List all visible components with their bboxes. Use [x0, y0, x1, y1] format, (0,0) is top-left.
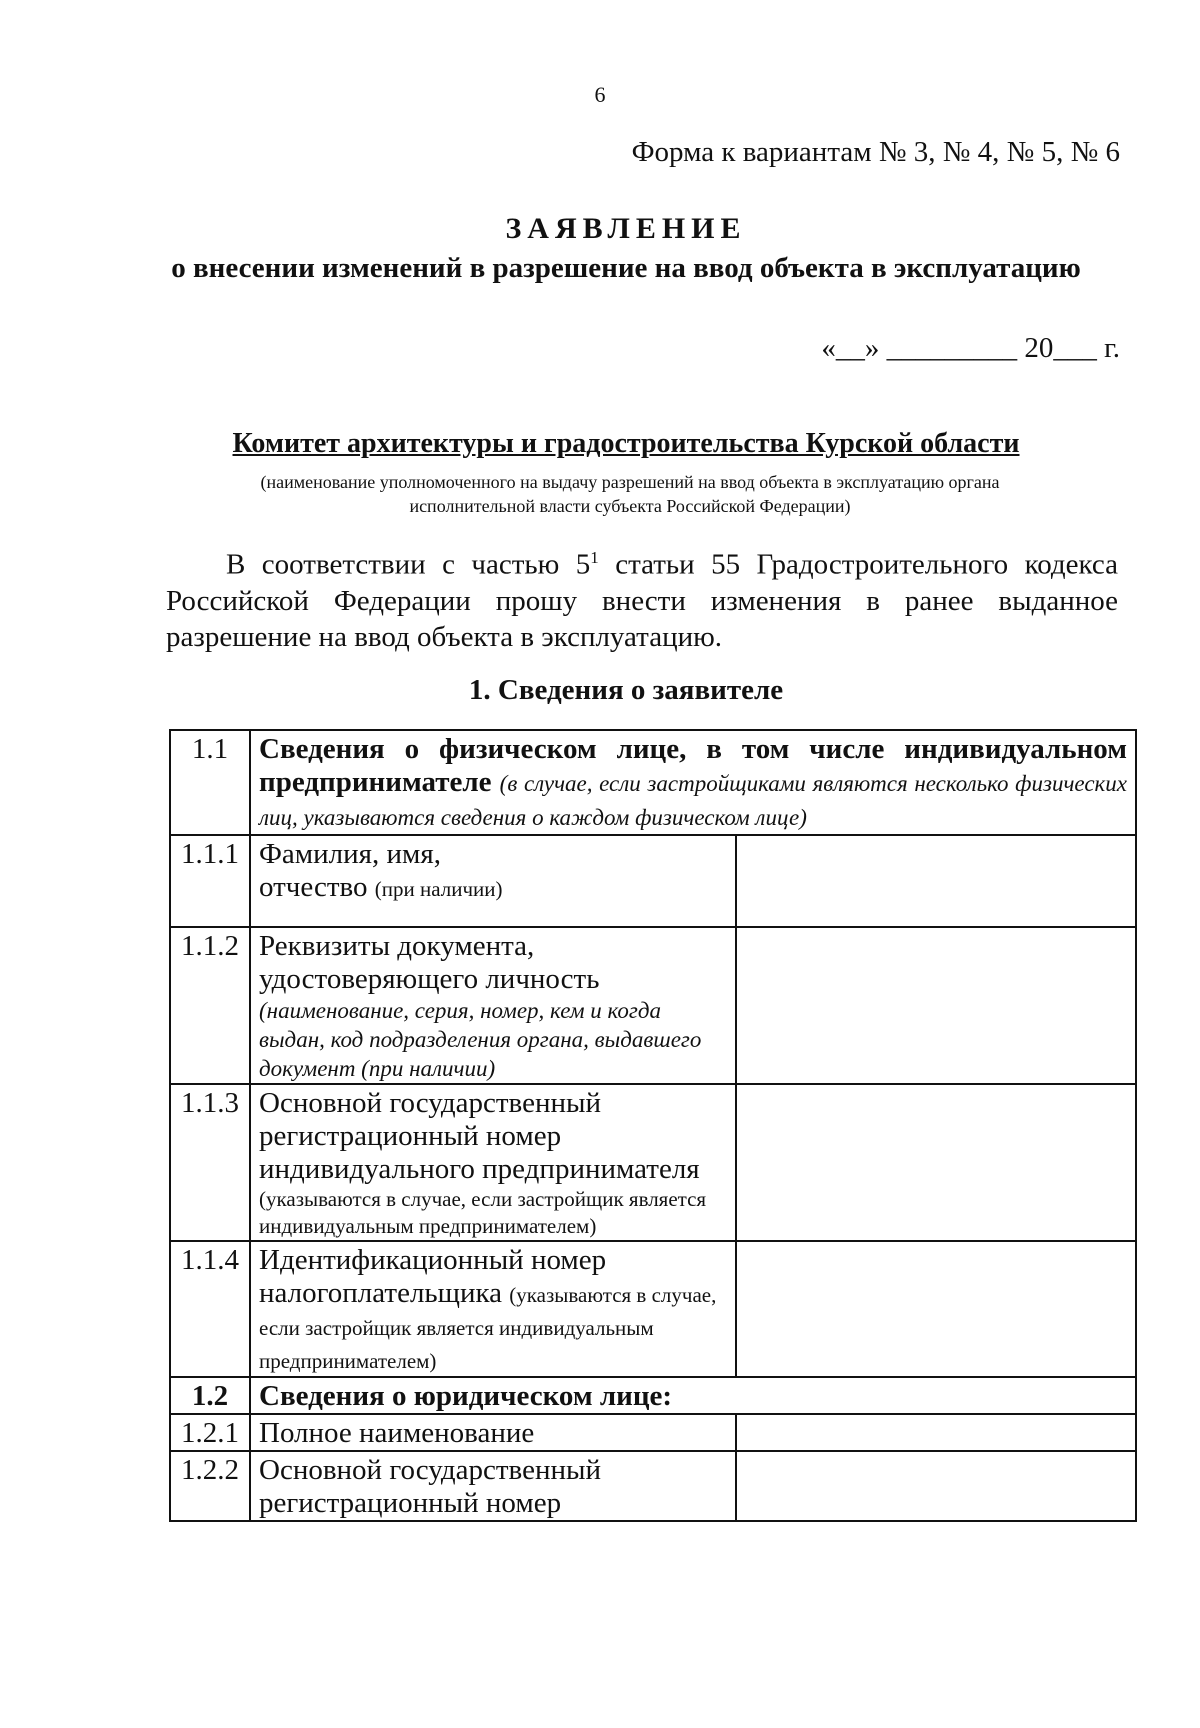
document-subtitle: о внесении изменений в разрешение на ввод объекта в эксплуатацию: [171, 252, 1081, 284]
section-title: 1. Сведения о заявителе: [468, 674, 784, 706]
intro-paragraph: [166, 540, 1118, 655]
intro-text-part-1: В соответствии с частью 5: [226, 548, 591, 581]
row-label: Фамилия, имя,: [259, 838, 441, 870]
intro-superscript: 1: [590, 548, 599, 567]
form-variants-heading: Форма к вариантам № 3, № 4, № 5, № 6: [631, 136, 1120, 168]
value-cell[interactable]: [736, 1414, 1136, 1451]
table-row: [170, 927, 1136, 1084]
row-heading-cell: [250, 730, 1136, 835]
table-row: [170, 1414, 1136, 1451]
row-label-cell: [250, 835, 736, 927]
row-note: (указываются в случае, если застройщик является индивидуальным предпринимателем): [259, 1187, 707, 1238]
row-label-2: отчество: [259, 871, 368, 903]
intro-text-part-2: статьи 55 Градостроительного кодекса Российской Федерации прошу внести изменения в ранее выданное разрешение на ввод объекта в эксплуатацию.: [166, 548, 1119, 653]
authority-note-line-2: исполнительной власти субъекта Российской Федерации): [409, 496, 851, 516]
row-label-cell: [250, 1084, 736, 1241]
table-row: [170, 1241, 1136, 1377]
row-label: Основной государственный регистрационный номер: [250, 1451, 736, 1521]
row-label: Идентификационный номер налогоплательщика: [259, 1244, 607, 1309]
value-cell[interactable]: [736, 1241, 1136, 1377]
date-line: «__» _________ 20___ г.: [821, 332, 1120, 364]
row-number: 1.2: [170, 1377, 250, 1414]
row-number: 1.2.1: [170, 1414, 250, 1451]
row-number: 1.1: [170, 730, 250, 835]
row-note: (наименование, серия, номер, кем и когда выдан, код подразделения органа, выдавшего документ (при наличии): [259, 998, 702, 1081]
table-row: [170, 1451, 1136, 1521]
table-row: [170, 835, 1136, 927]
row-heading: Сведения о физическом лице, в том числе индивидуальном предпринимателе: [259, 733, 1128, 798]
row-label: Реквизиты документа,: [259, 930, 535, 962]
table-row: [170, 1377, 1136, 1414]
row-label-cell: [250, 1241, 736, 1377]
table-row: [170, 730, 1136, 835]
page-number: 6: [594, 82, 606, 107]
row-note: (указываются в случае, если застройщик является индивидуальным предпринимателем): [259, 1283, 717, 1373]
row-label-cell: [250, 927, 736, 1084]
value-cell[interactable]: [736, 1451, 1136, 1521]
row-label: Полное наименование: [250, 1414, 736, 1451]
row-number: 1.1.4: [170, 1241, 250, 1377]
table-row: [170, 1084, 1136, 1241]
row-number: 1.1.1: [170, 835, 250, 927]
row-label-2: удостоверяющего личность: [259, 963, 600, 995]
value-cell[interactable]: [736, 835, 1136, 927]
row-label: Основной государственный регистрационный номер индивидуального предпринимателя: [259, 1087, 700, 1185]
authority-note: [160, 470, 1100, 518]
document-title: ЗАЯВЛЕНИЕ: [505, 212, 747, 245]
row-number: 1.2.2: [170, 1451, 250, 1521]
row-heading: Сведения о юридическом лице:: [250, 1377, 1136, 1414]
row-note: (в случае, если застройщиками являются несколько физических лиц, указываются сведения о каждом физическом лице): [259, 771, 1128, 830]
row-number: 1.1.2: [170, 927, 250, 1084]
value-cell[interactable]: [736, 1084, 1136, 1241]
row-note: (при наличии): [374, 877, 503, 901]
authority-note-line-1: (наименование уполномоченного на выдачу разрешений на ввод объекта в эксплуатацию органа: [260, 472, 1000, 492]
value-cell[interactable]: [736, 927, 1136, 1084]
row-number: 1.1.3: [170, 1084, 250, 1241]
row-label-cont: [259, 871, 727, 904]
authority-name: Комитет архитектуры и градостроительства Курской области: [232, 428, 1020, 459]
applicant-table: [169, 729, 1137, 1522]
